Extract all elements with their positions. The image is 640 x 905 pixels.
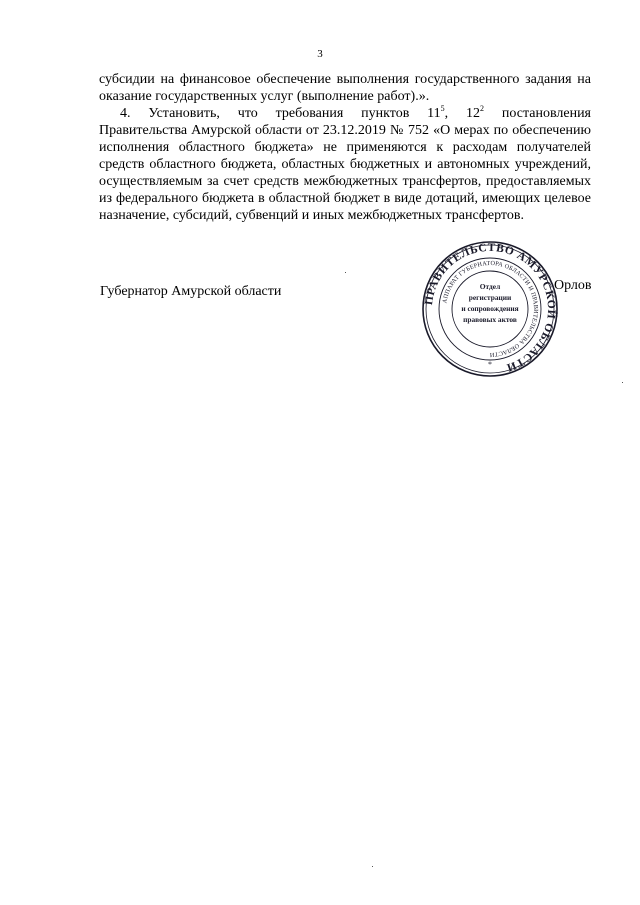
official-seal: [420, 239, 560, 379]
text-line: осуществляемым за счет средств межбюджетных трансфертов, предоставляемых: [99, 174, 591, 189]
text-segment: постановления: [484, 106, 591, 121]
text-segment: , 12: [444, 106, 481, 121]
seal-center-line: правовых актов: [463, 315, 517, 324]
seal-star: *: [488, 360, 492, 369]
signature-name: Орлов: [554, 278, 592, 293]
superscript: 2: [480, 104, 485, 113]
text-line: исполнения областного бюджета» не применяются к расходам получателей: [99, 140, 591, 155]
text-line: назначение, субсидий, субвенций и иных межбюджетных трансфертов.: [99, 208, 524, 223]
page-number: 3: [317, 48, 323, 60]
scan-speck: [622, 382, 623, 383]
seal-outer-text: ПРАВИТЕЛЬСТВО АМУРСКОЙ ОБЛАСТИ: [423, 241, 558, 374]
text-line: субсидии на финансовое обеспечение выполнения государственного задания на: [99, 72, 591, 87]
text-line: средств областного бюджета, областных бюджетных и автономных учреждений,: [99, 157, 591, 172]
seal-center-line: регистрации: [468, 293, 512, 302]
text-line: Правительства Амурской области от 23.12.2019 № 752 «О мерах по обеспечению: [99, 123, 591, 138]
superscript: 5: [440, 104, 445, 113]
seal-center-line: Отдел: [479, 282, 501, 291]
seal-center-line: и сопровождения: [461, 304, 519, 313]
text-segment: 4. Установить, что требования пунктов 11: [120, 106, 441, 121]
text-line: оказание государственных услуг (выполнение работ).».: [99, 89, 430, 104]
text-line: из федерального бюджета в областной бюджет в виде дотаций, имеющих целевое: [99, 191, 591, 206]
scan-speck: [345, 272, 346, 273]
scan-speck: [372, 866, 373, 867]
signature-title: Губернатор Амурской области: [100, 284, 282, 299]
seal-inner-text: АППАРАТ ГУБЕРНАТОРА ОБЛАСТИ И ПРАВИТЕЛЬСТВА ОБЛАСТИ: [441, 259, 540, 359]
paragraph-4-first-line: [120, 105, 591, 122]
